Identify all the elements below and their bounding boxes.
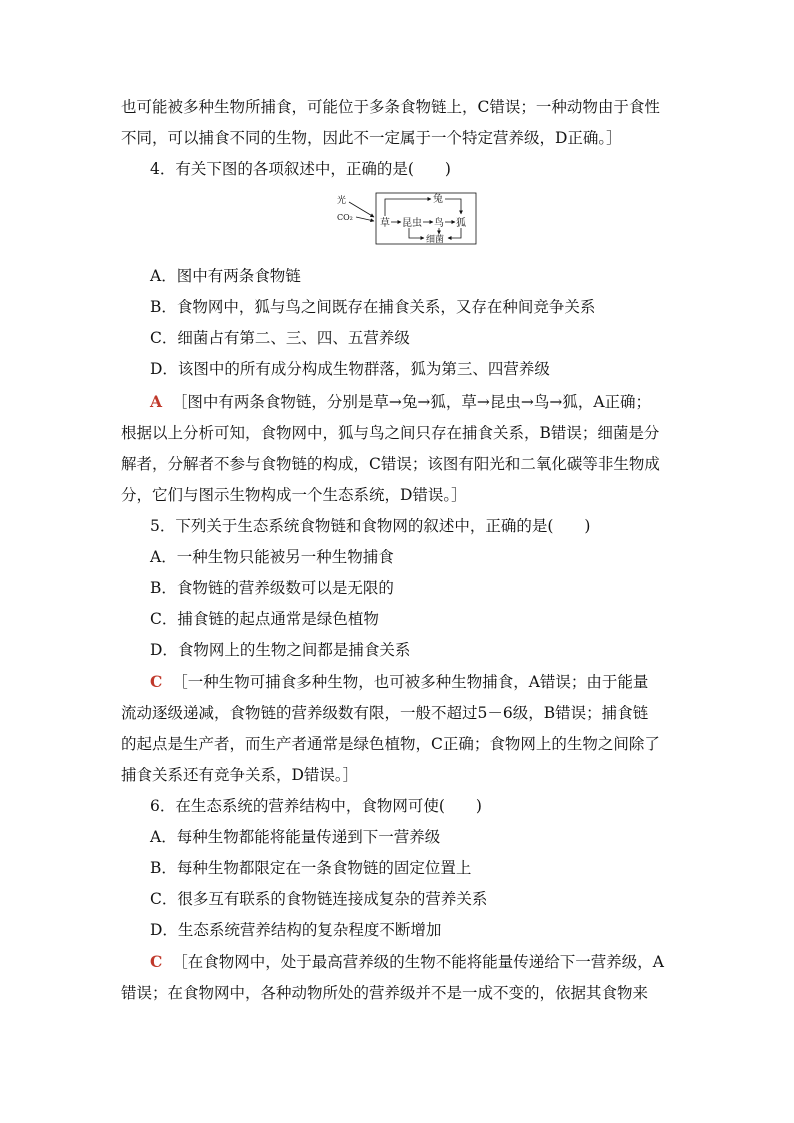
explanation-line: 流动逐级递减，食物链的营养级数有限，一般不超过5－6级，B错误；捕食链 (121, 704, 649, 722)
rabbit-fox-arrow (445, 199, 461, 214)
option-b: B．食物链的营养级数可以是无限的 (150, 579, 394, 597)
option-d: D．生态系统营养结构的复杂程度不断增加 (150, 921, 442, 939)
answer-explanation-line (150, 392, 651, 412)
light-label: 光 (337, 196, 347, 206)
option-c: C．很多互有联系的食物链连接成复杂的营养关系 (150, 890, 488, 908)
explanation-line: 根据以上分析可知，食物网中，狐与鸟之间只存在捕食关系，B错误；细菌是分 (121, 424, 660, 442)
bird-label: 鸟 (434, 218, 444, 229)
question-5-stem: 5．下列关于生态系统食物链和食物网的叙述中，正确的是( ) (150, 517, 591, 535)
explanation-line: 解者，分解者不参与食物链的构成，C错误；该图有阳光和二氧化碳等非生物成 (121, 455, 660, 473)
answer-explanation-line (150, 672, 648, 692)
option-c: C．细菌占有第二、三、四、五营养级 (150, 329, 410, 347)
grass-label: 草 (380, 218, 390, 229)
explanation-line: 捕食关系还有竞争关系，D错误。］ (121, 766, 359, 784)
explanation-text: ［图中有两条食物链，分别是草→兔→狐，草→昆虫→鸟→狐，A正确； (171, 393, 652, 411)
option-d: D．该图中的所有成分构成生物群落，狐为第三、四营养级 (150, 360, 550, 378)
option-b: B．食物网中，狐与鸟之间既存在捕食关系，又存在种间竞争关系 (150, 298, 596, 316)
text-line: 也可能被多种生物所捕食，可能位于多条食物链上，C错误；一种动物由于食性 (121, 98, 660, 116)
co2-arrow (356, 217, 374, 221)
fox-label: 狐 (456, 218, 466, 229)
explanation-line: 分，它们与图示生物构成一个生态系统，D错误。］ (121, 486, 467, 504)
bacteria-label: 细菌 (426, 235, 445, 245)
question-4-stem: 4．有关下图的各项叙述中，正确的是( ) (150, 160, 451, 178)
insect-bacteria-arrow (409, 228, 424, 238)
option-a: A．图中有两条食物链 (150, 267, 301, 285)
explanation-line: 的起点是生产者，而生产者通常是绿色植物，C正确；食物网上的生物之间除了 (121, 735, 660, 753)
answer-letter: C (150, 672, 163, 691)
question-6-stem: 6．在生态系统的营养结构中，食物网可使( ) (150, 797, 482, 815)
food-web-diagram (334, 190, 484, 252)
explanation-text: ［在食物网中，处于最高营养级的生物不能将能量传递给下一营养级，A (172, 953, 664, 971)
grass-rabbit-arrow (385, 199, 431, 216)
option-b: B．每种生物都限定在一条食物链的固定位置上 (150, 859, 472, 877)
answer-letter: A (150, 392, 163, 411)
option-d: D．食物网上的生物之间都是捕食关系 (150, 641, 411, 659)
answer-explanation-line (150, 952, 664, 972)
option-c: C．捕食链的起点通常是绿色植物 (150, 610, 379, 628)
answer-letter: C (150, 952, 163, 971)
option-a: A．一种生物只能被另一种生物捕食 (150, 548, 394, 566)
text-line: 不同，可以捕食不同的生物，因此不一定属于一个特定营养级，D正确。］ (121, 129, 622, 147)
insect-label: 昆虫 (402, 218, 422, 229)
explanation-text: ［一种生物可捕食多种生物，也可被多种生物捕食，A错误；由于能量 (172, 673, 649, 691)
explanation-line: 错误；在食物网中，各种动物所处的营养级并不是一成不变的，依据其食物来 (121, 984, 649, 1002)
co2-label: CO₂ (337, 213, 353, 222)
fox-bacteria-arrow (448, 228, 461, 238)
option-a: A．每种生物都能将能量传递到下一营养级 (150, 828, 441, 846)
rabbit-label: 兔 (433, 194, 443, 205)
